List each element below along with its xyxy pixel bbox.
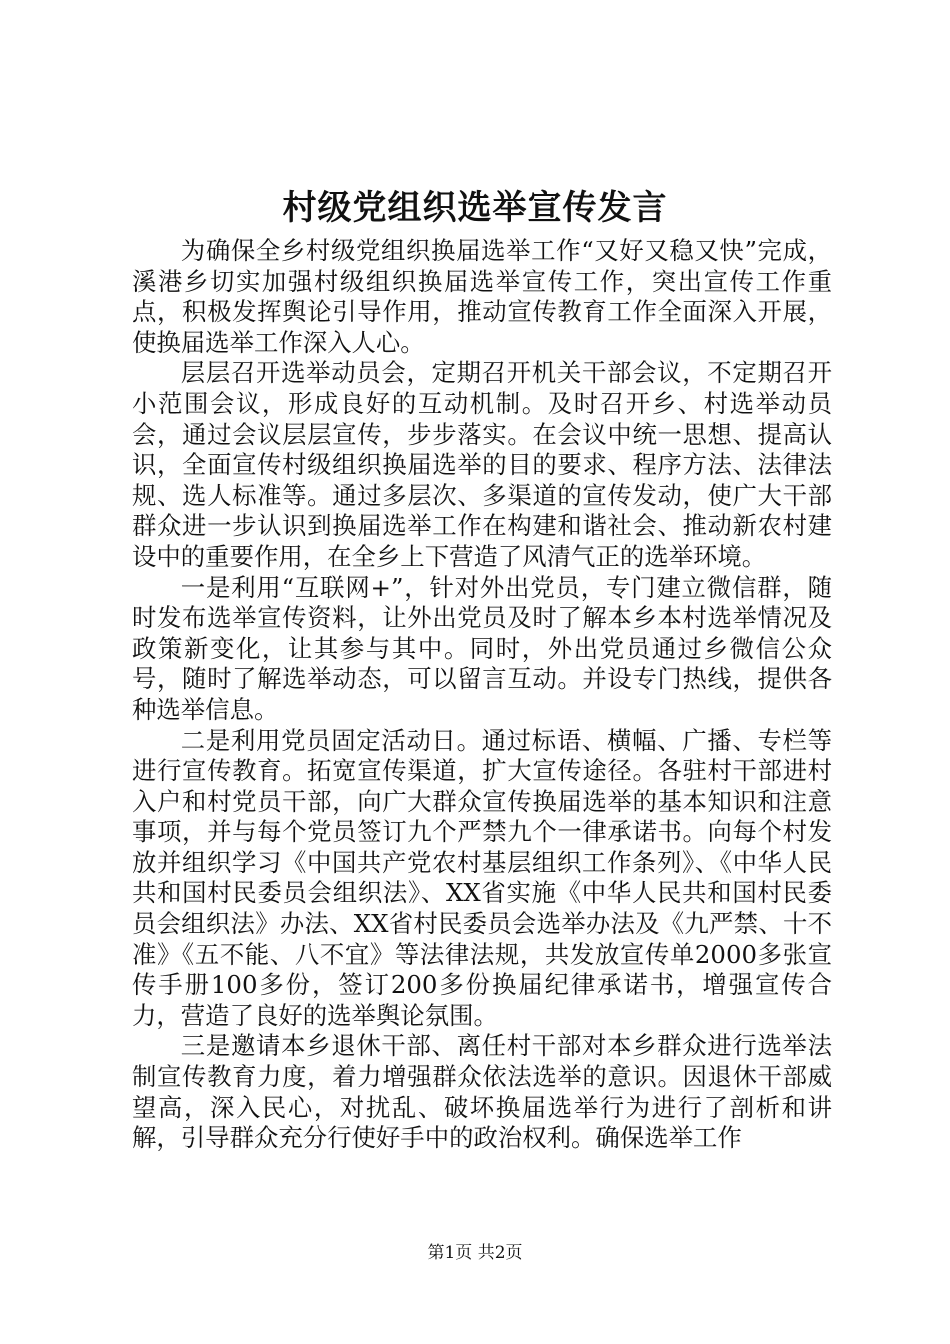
paragraph-meetings: 层层召开选举动员会，定期召开机关干部会议，不定期召开小范围会议，形成良好的互动机制。及时召开乡、村选举动员会，通过会议层层宣传，步步落实。在会议中统一思想、提高认识，全面宣传村级组织换届选举的目的要求、程序方法、法律法规、选人标准等。通过多层次、多渠道的宣传发动，使广大干部群众进一步认识到换届选举工作在构建和谐社会、推动新农村建设中的重要作用，在全乡上下营造了风清气正的选举环境。 (132, 358, 832, 571)
page-number-footer: 第1页 共2页 (427, 1243, 523, 1263)
document-body (132, 236, 832, 1154)
paragraph-internet: 一是利用“互联网+”，针对外出党员，专门建立微信群，随时发布选举宣传资料，让外出党员及时了解本乡本村选举情况及政策新变化，让其参与其中。同时，外出党员通过乡微信公众号，随时了解选举动态，可以留言互动。并设专门热线，提供各种选举信息。 (132, 572, 832, 724)
paragraph-activity-day: 二是利用党员固定活动日。通过标语、横幅、广播、专栏等进行宣传教育。拓宽宣传渠道，扩大宣传途径。各驻村干部进村入户和村党员干部，向广大群众宣传换届选举的基本知识和注意事项，并与每个党员签订九个严禁九个一律承诺书。向每个村发放并组织学习《中国共产党农村基层组织工作条列》、《中华人民共和国村民委员会组织法》、XX省实施《中华人民共和国村民委员会组织法》办法、XX省村民委员会选举办法及《九严禁、十不准》《五不能、八不宜》等法律法规，共发放宣传单2000多张宣传手册100多份，签订200多份换届纪律承诺书，增强宣传合力，营造了良好的选举舆论氛围。 (132, 725, 832, 1030)
paragraph-retired-cadres: 三是邀请本乡退休干部、离任村干部对本乡群众进行选举法制宣传教育力度，着力增强群众依法选举的意识。因退休干部威望高，深入民心，对扰乱、破坏换届选举行为进行了剖析和讲解，引导群众充分行使好手中的政治权利。确保选举工作 (132, 1031, 832, 1153)
document-title: 村级党组织选举宣传发言 (282, 188, 668, 228)
paragraph-intro: 为确保全乡村级党组织换届选举工作“又好又稳又快”完成，溪港乡切实加强村级组织换届选举宣传工作，突出宣传工作重点，积极发挥舆论引导作用，推动宣传教育工作全面深入开展，使换届选举工作深入人心。 (132, 236, 832, 357)
